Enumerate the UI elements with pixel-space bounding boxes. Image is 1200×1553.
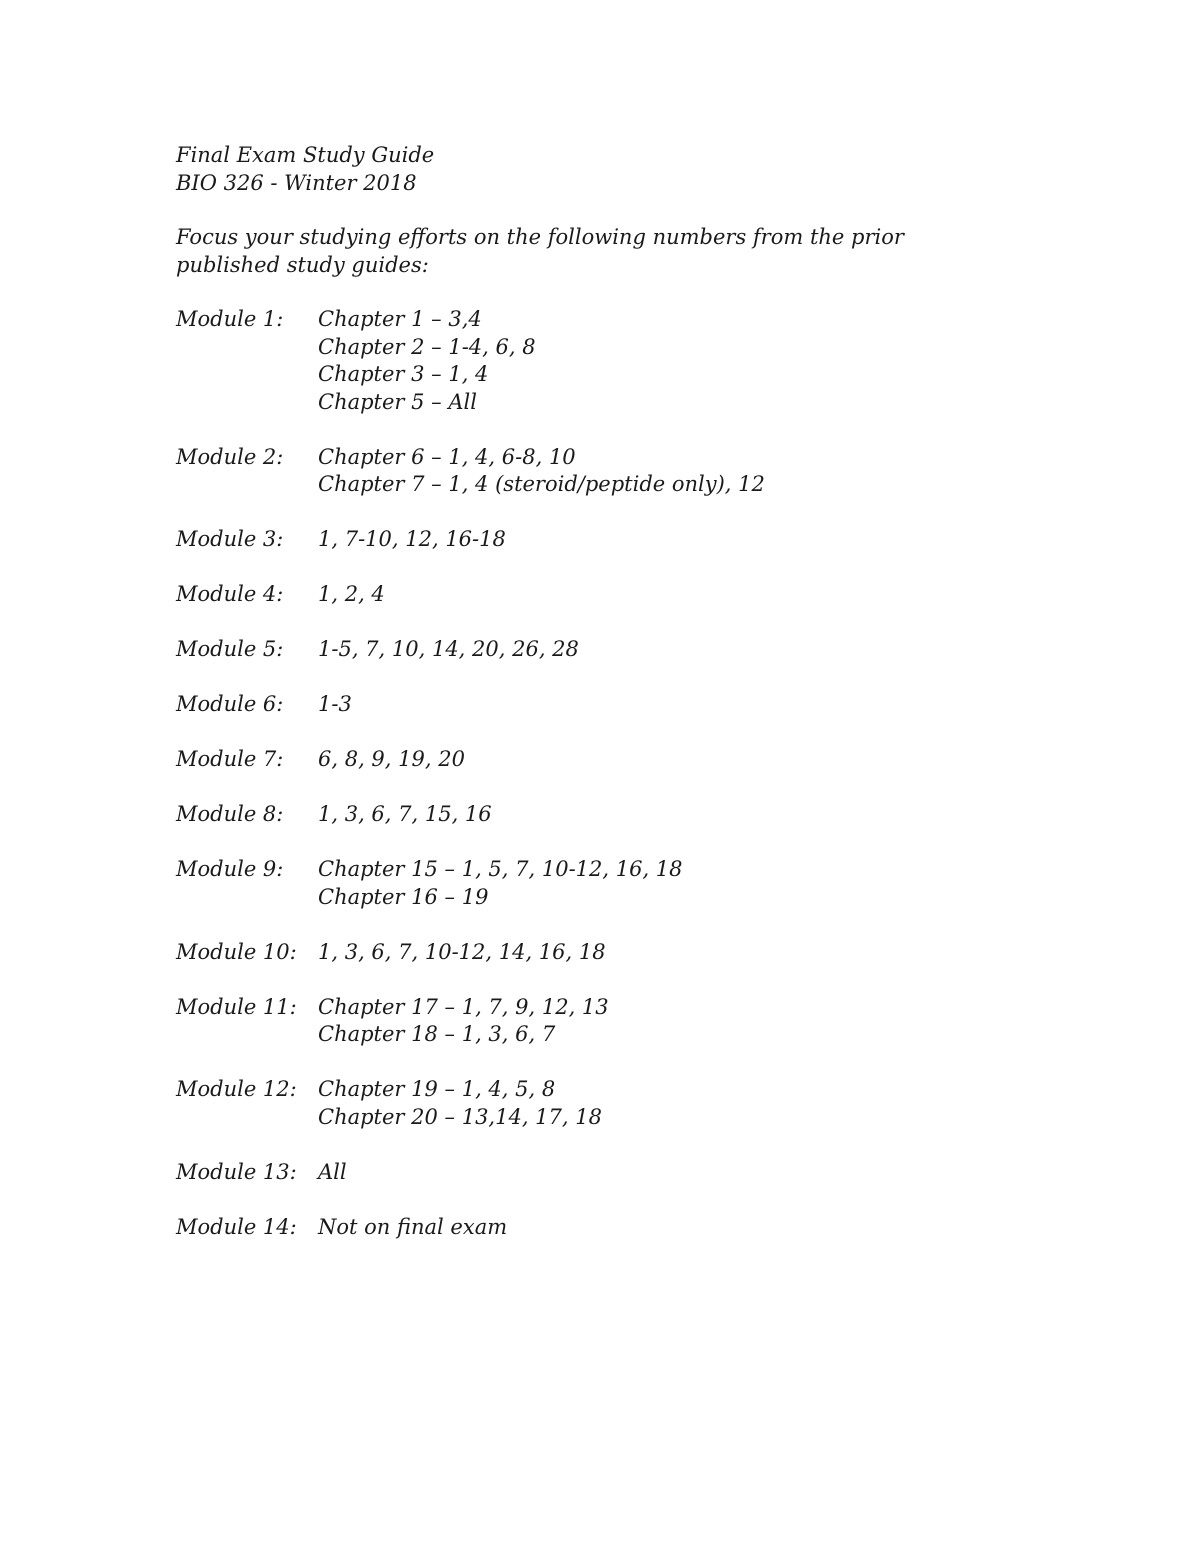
module-topics [318, 939, 606, 967]
module-label: Module 2: [176, 444, 284, 469]
module-topic-line: Chapter 16 – 19 [318, 884, 489, 909]
module-topic-line: All [318, 1159, 347, 1184]
module-topics [318, 1159, 347, 1187]
module-topic-line: 1-3 [318, 692, 352, 716]
module-label: Module 3: [176, 527, 284, 551]
module-label: Module 13: [176, 1159, 297, 1184]
module-row [176, 306, 1026, 416]
module-topic-line: Chapter 5 – All [318, 389, 477, 414]
module-topic-line: 1, 2, 4 [318, 582, 385, 606]
intro-paragraph: Focus your studying efforts on the following numbers from the prior published study guides: [176, 225, 904, 277]
module-topics [318, 691, 352, 719]
module-topics [318, 526, 506, 554]
module-topic-line: Chapter 17 – 1, 7, 9, 12, 13 [318, 994, 609, 1019]
module-topic-line: Chapter 6 – 1, 4, 6-8, 10 [318, 444, 576, 469]
module-row [176, 1214, 1026, 1242]
document-page [176, 142, 1026, 1269]
module-topics [318, 856, 683, 911]
module-topics [318, 306, 536, 416]
module-topic-line: Chapter 7 – 1, 4 (steroid/peptide only), 12 [318, 472, 765, 496]
document-title: Final Exam Study Guide [176, 143, 435, 167]
module-topic-line: Chapter 18 – 1, 3, 6, 7 [318, 1022, 556, 1046]
module-list [176, 306, 1026, 1241]
module-topic-line: Chapter 15 – 1, 5, 7, 10-12, 16, 18 [318, 857, 683, 881]
module-topics [318, 801, 492, 829]
module-label: Module 14: [176, 1214, 297, 1239]
module-row [176, 636, 1026, 664]
module-row [176, 1159, 1026, 1187]
module-topics [318, 994, 609, 1049]
module-label: Module 4: [176, 582, 284, 606]
module-row [176, 746, 1026, 774]
module-label: Module 1: [176, 307, 284, 331]
module-row [176, 994, 1026, 1049]
module-topic-line: 1, 7-10, 12, 16-18 [318, 527, 506, 551]
module-label: Module 6: [176, 692, 284, 716]
module-topic-line: 1, 3, 6, 7, 10-12, 14, 16, 18 [318, 939, 606, 964]
module-topics [318, 1214, 507, 1242]
module-label: Module 8: [176, 802, 284, 826]
module-topics [318, 1076, 602, 1131]
module-row [176, 691, 1026, 719]
course-subtitle: BIO 326 - Winter 2018 [176, 170, 417, 195]
module-topics [318, 746, 465, 774]
module-topics [318, 636, 579, 664]
module-label: Module 12: [176, 1077, 297, 1101]
module-row [176, 526, 1026, 554]
module-topic-line: 1-5, 7, 10, 14, 20, 26, 28 [318, 637, 579, 661]
module-topic-line: Chapter 19 – 1, 4, 5, 8 [318, 1077, 556, 1101]
module-row [176, 444, 1026, 499]
module-label: Module 10: [176, 939, 297, 964]
module-topics [318, 581, 385, 609]
module-topic-line: 6, 8, 9, 19, 20 [318, 747, 465, 771]
module-topic-line: 1, 3, 6, 7, 15, 16 [318, 802, 492, 826]
module-row [176, 856, 1026, 911]
module-row [176, 581, 1026, 609]
module-label: Module 11: [176, 994, 297, 1019]
module-topic-line: Chapter 3 – 1, 4 [318, 362, 489, 386]
module-label: Module 7: [176, 747, 284, 771]
module-topics [318, 444, 765, 499]
module-label: Module 5: [176, 637, 284, 661]
module-row [176, 1076, 1026, 1131]
module-label: Module 9: [176, 857, 284, 881]
module-row [176, 939, 1026, 967]
module-topic-line: Chapter 2 – 1-4, 6, 8 [318, 334, 536, 359]
module-topic-line: Chapter 1 – 3,4 [318, 307, 482, 331]
module-topic-line: Chapter 20 – 13,14, 17, 18 [318, 1104, 602, 1129]
module-row [176, 801, 1026, 829]
module-topic-line: Not on final exam [318, 1214, 508, 1239]
